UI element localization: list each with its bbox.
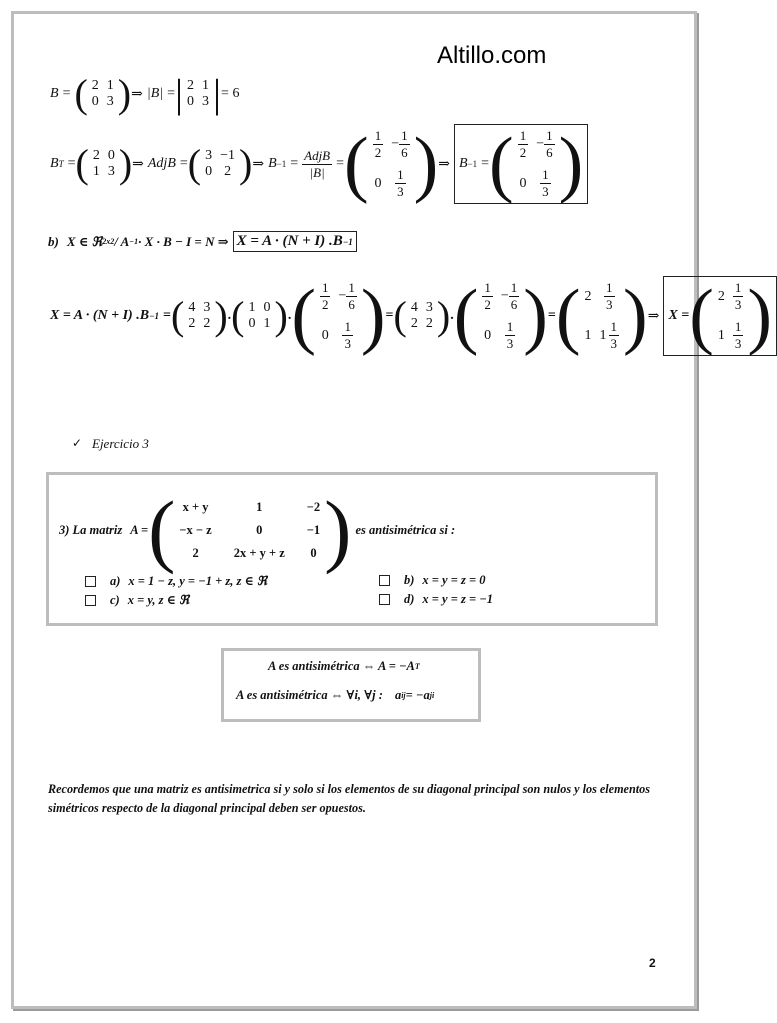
num: 1 — [506, 319, 514, 334]
cell: 1 — [106, 78, 114, 93]
sup-inv: −1 — [467, 159, 478, 169]
boxed-b-inverse: B −1 = ( $\frac{1}{2}$ − $\frac{1}{6}$ 0 $\frac{1}{3}$ ) — [454, 124, 588, 204]
cell: 1 — [717, 327, 725, 343]
den: 6 — [546, 145, 553, 160]
fraction-adj-det — [302, 148, 332, 181]
option-text: x = y = z = −1 — [422, 592, 494, 606]
num: 1 — [484, 280, 491, 295]
numerator: AdjB — [304, 147, 331, 163]
text: X = A · (N + I) .B — [50, 308, 150, 323]
explanation-paragraph: Recordemos que una matriz es antisimetrica si y solo si los elementos de su diagonal principal son nulos y los elementos simétricos respecto de la diagonal principal deben ser opuestos. — [48, 782, 650, 815]
cell: 0 — [310, 545, 317, 560]
matrix-b: ( 2 1 0 3 ) — [74, 71, 132, 116]
option-label: d) — [404, 592, 415, 606]
den: 3 — [506, 336, 514, 351]
sub: ij — [401, 690, 406, 700]
checkbox-icon[interactable] — [379, 575, 390, 586]
cell: 1 — [248, 300, 256, 315]
cell: 0 — [321, 327, 329, 343]
formula-det-b: B = ( 2 1 0 3 ) ⇒ |B| = | 2 1 0 3 | = 6 — [50, 71, 240, 116]
den: 2 — [374, 145, 382, 160]
matrix-adj: ( 3 −1 0 2 ) — [187, 141, 253, 186]
cell: 3 — [106, 94, 114, 109]
den: 3 — [344, 336, 351, 351]
cell: 2 — [188, 316, 196, 331]
option-c[interactable] — [85, 592, 189, 608]
cell: 1 — [256, 499, 263, 514]
num: 1 — [510, 280, 518, 295]
cell: 0 — [187, 94, 195, 109]
cell: 2 — [425, 316, 433, 331]
implies: ⇒ — [252, 156, 265, 172]
num: 1 — [344, 319, 351, 334]
matrix-identity: ( 1 0 0 1 ) — [231, 293, 288, 338]
definition-box — [221, 648, 481, 722]
option-a[interactable] — [85, 573, 267, 589]
option-d[interactable] — [379, 592, 493, 607]
den: 6 — [510, 297, 518, 312]
var-b: B — [50, 86, 59, 101]
det-result: = 6 — [221, 86, 240, 101]
minus: − — [500, 288, 509, 304]
cell: 2 — [91, 78, 99, 93]
matrix-b-inverse-3: ( $\frac{1}{2}$ − $\frac{1}{6}$ 0 $\frac{1}{3}$ ) — [453, 275, 548, 357]
formula-b-statement — [48, 231, 357, 252]
cell: 0 — [519, 175, 527, 191]
den: 2 — [321, 297, 329, 312]
matrix-b-inverse: ( $\frac{1}{2}$ − $\frac{1}{6}$ 0 $\frac{1}{3}$ ) — [344, 123, 439, 205]
num: 1 — [546, 128, 553, 143]
implies: ⇒ — [647, 308, 660, 324]
exercise-title: Ejercicio 3 — [92, 436, 149, 451]
cell: 3 — [203, 300, 211, 315]
cell: 1 — [599, 327, 607, 343]
matrix-a-2: ( 4 3 2 2 ) — [393, 293, 451, 338]
option-text: x = y = z = 0 — [422, 573, 486, 587]
cell: 0 — [484, 327, 492, 343]
text: X = A · (N + I) .B — [236, 233, 343, 249]
cell: 1 — [263, 316, 271, 331]
num: 1 — [397, 167, 404, 182]
cell: 4 — [410, 300, 418, 315]
cell: 0 — [248, 316, 256, 331]
matrix-a-question: ( x + y 1 −2 −x − z 0 −1 2 2x + y + z 0 ) — [148, 484, 352, 575]
cell: 2x + y + z — [233, 545, 285, 560]
sup: 2x2 — [102, 237, 115, 246]
cell: −1 — [306, 522, 321, 537]
checkbox-icon[interactable] — [379, 594, 390, 605]
matrix-b-inverse-2: ( $\frac{1}{2}$ − $\frac{1}{6}$ 0 $\frac{1}{3}$ ) — [291, 275, 386, 357]
num: 1 — [519, 128, 527, 143]
cell: 0 — [256, 522, 263, 537]
num: 1 — [734, 280, 742, 295]
text: A es antisimétrica ⇔ A = −A — [268, 659, 415, 673]
den: 6 — [401, 145, 408, 160]
page-number: 2 — [649, 956, 656, 970]
check-icon: ✓ — [72, 436, 83, 450]
definition-line-2 — [236, 687, 434, 703]
den: 6 — [348, 297, 355, 312]
cell: 0 — [91, 94, 99, 109]
cell: 2 — [187, 78, 195, 93]
cell: 2 — [717, 288, 725, 304]
option-label: b) — [404, 573, 415, 587]
a-equals: A = — [130, 522, 149, 537]
den: 3 — [734, 297, 742, 312]
equals: = — [62, 86, 71, 101]
question-box — [46, 472, 658, 626]
var-b: B — [268, 156, 277, 171]
option-b[interactable] — [379, 573, 485, 588]
formula-x-computation: X = A · (N + I) .B −1 = ( 4 3 2 2 ) . ( 1 0 0 1 ) . ( $\frac{1}{2}$ − $\frac{1}{6}$ 0 $\frac{1}{3}$ ) = ( 4 3 2 2 ) . ( $\frac{1}{2}$ − $\frac{1}{6}$ 0 $\frac{1}{3}$ ) = ( 2 $\frac{1}{3}$ 1 1 $\frac{1}{3}$ ) ⇒ X = ( 2 $\frac{1}{3}$ 1 $\frac{1}{3}$ ) — [50, 276, 777, 356]
den: 2 — [519, 145, 527, 160]
den: 3 — [734, 336, 742, 351]
cell: 2 — [224, 164, 232, 179]
text: A es antisimétrica ⇔ ∀i, ∀j : — [236, 688, 383, 702]
cell: −2 — [306, 499, 321, 514]
minus: − — [536, 136, 545, 152]
var-b: B — [458, 156, 468, 171]
num: 1 — [542, 167, 549, 182]
cell: 1 — [202, 78, 210, 93]
sup: −1 — [129, 237, 139, 246]
checkbox-icon[interactable] — [85, 576, 96, 587]
den: 3 — [397, 184, 404, 199]
cell: 1 — [584, 327, 592, 343]
formula-inverse-b: B T = ( 2 0 1 3 ) ⇒ AdjB = ( 3 −1 0 2 ) ⇒ B −1 = $\frac{\text{AdjB}}{|B|}$ = ( $\frac{1}{2}$ − $\frac{1}{6}$ 0 $\frac{1}{3}$ ) ⇒ B −1 = ( $\frac{1}{2}$ − $\frac{1}{6}$ 0 $\frac{1}{3}$ ) — [50, 122, 588, 206]
text: X ∈ ℜ — [66, 233, 103, 249]
num: 1 — [610, 319, 618, 334]
cell: x + y — [182, 499, 209, 514]
question-prefix: 3) La matriz — [59, 522, 123, 537]
den: 2 — [484, 297, 491, 312]
option-text: x = y, z ∈ ℜ — [127, 593, 190, 607]
cell: 0 — [107, 148, 115, 163]
cell: 2 — [584, 288, 592, 304]
item-label: b) — [48, 233, 59, 249]
num: 1 — [734, 319, 742, 334]
cell: 4 — [188, 300, 196, 315]
cell: −x − z — [179, 522, 212, 537]
num: 1 — [348, 280, 355, 295]
option-label: c) — [110, 592, 120, 607]
text: = −a — [405, 687, 430, 702]
option-label: a) — [110, 573, 121, 588]
denominator: |B| — [309, 164, 325, 180]
cell: 3 — [425, 300, 433, 315]
det-b: |B| — [146, 86, 164, 101]
den: 3 — [542, 184, 549, 199]
cell: 3 — [202, 94, 210, 109]
num: 1 — [401, 128, 408, 143]
det-matrix-b: | 2 1 0 3 | — [175, 71, 222, 116]
matrix-bt: ( 2 0 1 3 ) — [75, 141, 133, 186]
implies: ⇒ — [131, 86, 143, 102]
minus: − — [391, 136, 400, 152]
cell: 0 — [263, 300, 271, 315]
matrix-a: ( 4 3 2 2 ) — [171, 293, 228, 338]
sup-inv: −1 — [276, 159, 287, 169]
cell: 0 — [374, 175, 382, 191]
cell: 0 — [205, 164, 213, 179]
boxed-x-result: X = ( 2 $\frac{1}{3}$ 1 $\frac{1}{3}$ ) — [663, 276, 777, 356]
checkbox-icon[interactable] — [85, 595, 96, 606]
text: a — [394, 687, 402, 702]
num: 1 — [374, 128, 382, 143]
den: 3 — [606, 297, 613, 312]
cell: 2 — [410, 316, 418, 331]
cell: 3 — [205, 148, 213, 163]
implies: ⇒ — [438, 156, 450, 172]
equals: = — [67, 156, 76, 171]
adj-b: AdjB — [147, 156, 176, 171]
question-suffix: es antisimétrica si : — [355, 522, 456, 537]
cell: 1 — [92, 164, 100, 179]
text: · X · B − I = N ⇒ — [138, 233, 229, 249]
option-text: x = 1 − z, y = −1 + z, z ∈ ℜ — [128, 574, 268, 588]
var-b: B — [50, 156, 59, 171]
brand-logo-text: Altillo.com — [437, 42, 547, 69]
cell: −1 — [220, 148, 236, 163]
sup: −1 — [342, 236, 353, 247]
text: / A — [114, 233, 130, 249]
definition-line-1 — [268, 659, 420, 674]
sup: −1 — [149, 311, 160, 321]
sup-t: T — [58, 159, 64, 169]
matrix-x-result: ( 2 $\frac{1}{3}$ 1 1 $\frac{1}{3}$ ) — [555, 275, 648, 357]
den: 3 — [610, 336, 618, 351]
num: 1 — [321, 280, 329, 295]
cell: 2 — [203, 316, 211, 331]
sub: ji — [429, 690, 435, 700]
cell: 2 — [192, 545, 199, 560]
implies: ⇒ — [132, 156, 144, 172]
num: 1 — [606, 280, 613, 295]
minus: − — [338, 288, 347, 304]
question-statement — [59, 484, 456, 575]
text: X = — [668, 308, 690, 323]
boxed-x-formula — [233, 231, 357, 252]
cell: 2 — [92, 148, 100, 163]
sup: T — [414, 662, 420, 671]
cell: 3 — [107, 164, 115, 179]
